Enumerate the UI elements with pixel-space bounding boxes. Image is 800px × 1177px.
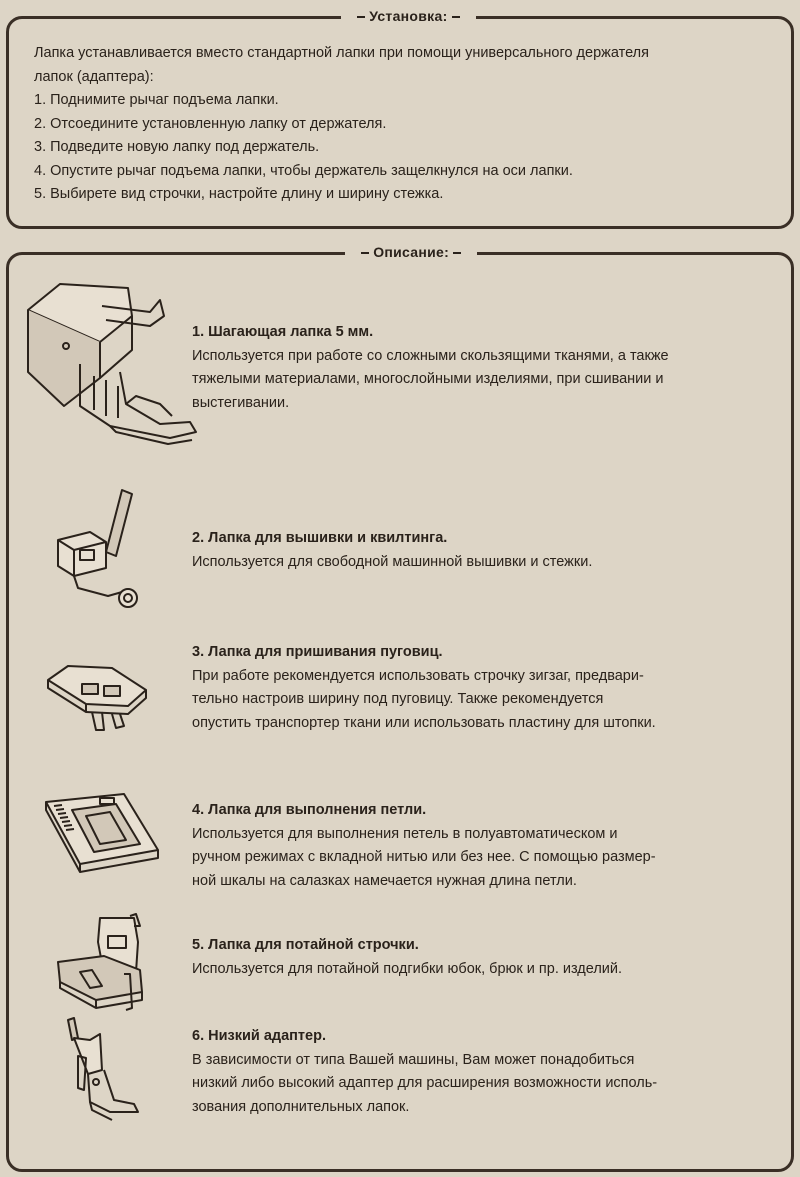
- description-heading-text: Описание:: [373, 244, 450, 260]
- install-step: 2. Отсоедините установленную лапку от держателя.: [34, 115, 387, 132]
- item-title: 2. Лапка для вышивки и квилтинга.: [192, 530, 448, 546]
- item-text-line: Используется при работе со сложными скользящими тканями, а также: [192, 347, 669, 364]
- item-text-line: Используется для потайной подгибки юбок, брюк и пр. изделий.: [192, 960, 623, 977]
- item-text-line: выстегивании.: [192, 394, 290, 411]
- installation-text: [34, 42, 784, 207]
- walking-foot-icon: [20, 276, 200, 456]
- item-text-line: низкий либо высокий адаптер для расширения возможности исполь-: [192, 1075, 658, 1091]
- installation-heading-text: Установка:: [369, 8, 448, 24]
- blind-hem-foot-icon: [50, 912, 150, 1017]
- darning-foot-icon: [44, 484, 144, 614]
- install-step: 3. Подведите новую лапку под держатель.: [34, 139, 320, 155]
- item-title: 1. Шагающая лапка 5 мм.: [192, 324, 374, 340]
- item-text-line: тяжелыми материалами, многослойными изделиями, при сшивании и: [192, 371, 664, 387]
- item-title: 5. Лапка для потайной строчки.: [192, 937, 419, 953]
- item-text-line: В зависимости от типа Вашей машины, Вам может понадобиться: [192, 1051, 635, 1068]
- item-title: 6. Низкий адаптер.: [192, 1028, 326, 1044]
- item-title: 4. Лапка для выполнения петли.: [192, 802, 427, 818]
- item-text-line: опустить транспортер ткани или использовать пластину для штопки.: [192, 714, 656, 731]
- install-step: 4. Опустите рычаг подъема лапки, чтобы держатель защелкнулся на оси лапки.: [34, 162, 573, 179]
- item-text-line: ной шкалы на салазках намечается нужная длина петли.: [192, 872, 577, 889]
- heading-dash-right: [452, 16, 460, 18]
- low-adapter-icon: [60, 1016, 150, 1126]
- installation-heading: [341, 8, 476, 24]
- foot-description-item: [192, 934, 782, 981]
- item-text-line: Используется для свободной машинной вышивки и стежки.: [192, 553, 593, 570]
- foot-description-item: [192, 321, 782, 415]
- item-title: 3. Лапка для пришивания пуговиц.: [192, 644, 443, 660]
- foot-description-item: [192, 799, 782, 893]
- foot-description-item: [192, 1025, 782, 1119]
- item-text-line: тельно настроив ширину под пуговицу. Также рекомендуется: [192, 691, 604, 707]
- install-step: 5. Выбирете вид строчки, настройте длину и ширину стежка.: [34, 186, 444, 202]
- item-text-line: зования дополнительных лапок.: [192, 1098, 410, 1115]
- heading-dash-right: [453, 252, 461, 254]
- item-text-line: ручном режимах с вкладной нитью или без нее. С помощью размер-: [192, 849, 656, 865]
- buttonhole-foot-icon: [42, 790, 162, 880]
- heading-dash-left: [361, 252, 369, 254]
- item-text-line: При работе рекомендуется использовать строчку зигзаг, предвари-: [192, 667, 644, 684]
- description-heading: [345, 244, 477, 260]
- button-foot-icon: [42, 656, 152, 736]
- install-intro-line-1: Лапка устанавливается вместо стандартной лапки при помощи универсального держателя: [34, 45, 649, 61]
- heading-dash-left: [357, 16, 365, 18]
- install-step: 1. Поднимите рычаг подъема лапки.: [34, 92, 279, 108]
- install-intro-line-2: лапок (адаптера):: [34, 68, 154, 85]
- item-text-line: Используется для выполнения петель в полуавтоматическом и: [192, 825, 618, 842]
- foot-description-item: [192, 641, 782, 735]
- foot-description-item: [192, 527, 782, 574]
